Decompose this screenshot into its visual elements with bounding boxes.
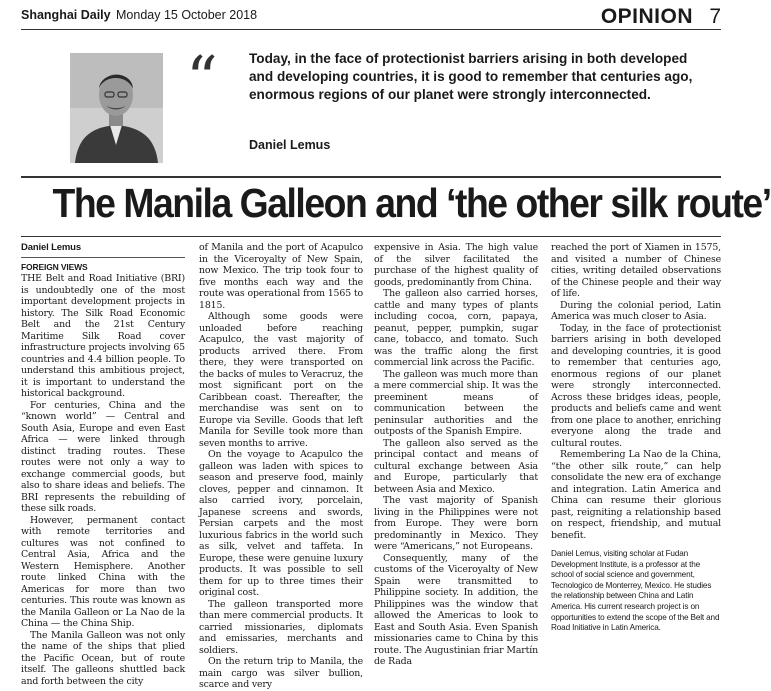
body-rule	[21, 236, 721, 237]
paragraph: On the voyage to Acapulco the galleon was laden with spices to season and preserve food, mainly cloves, pepper and cinnamon. It also carried ivory, porcelain, Japanese screens and swords, Persian carpets and the most luxurious fabrics in the world such as silk, velvet and taffeta. In Europe, these were genuine luxury products. It was possible to sell them for up to three times their original cost.	[199, 449, 363, 598]
author-photo	[70, 53, 163, 163]
paragraph: The galleon transported more than mere commercial products. It carried missionaries, diplomats and emissaries, merchants and soldiers.	[199, 598, 363, 656]
paragraph: During the colonial period, Latin America was much closer to Asia.	[551, 299, 721, 322]
headline: The Manila Galleon and ‘the other silk route’	[52, 180, 771, 226]
paragraph: The galleon also served as the principal contact and means of cultural exchange between Asia and Europe, particularly that between Asia and Mexico.	[374, 437, 538, 495]
article-column-3	[374, 242, 538, 667]
paragraph: reached the port of Xiamen in 1575, and visited a number of Chinese cities, writing detailed observations of the Chinese people and their way of life.	[551, 242, 721, 299]
paragraph: The Manila Galleon was not only the name of the ships that plied the Pacific Ocean, but of route itself. The galleons shuttled back and forth between the city	[21, 629, 185, 687]
quote-mark-icon: “	[186, 42, 218, 115]
paragraph: However, permanent contact with remote territories and cultures was not confined to Central Asia, Africa and the Western Hemisphere. Another route linked China with the Americas for more than two centuries. This route was known as the Manila Galleon or La Nao de la China — the China Ship.	[21, 514, 185, 629]
section-name: OPINION	[600, 5, 693, 28]
paragraph: For centuries, China and the “known world” — Central and South Asia, Europe and even East Africa — were linked through distinct trading routes. These routes were not only a way to exchange commercial goods, but also to share ideas and beliefs. The BRI represents the rebuilding of these silk roads.	[21, 399, 185, 514]
pull-quote-author: Daniel Lemus	[249, 138, 331, 152]
paragraph: Remembering La Nao de la China, “the other silk route,” can help consolidate the new era of exchange and integration. Latin America and China can resume their glorious past, reigniting a relationship based on respect, friendship, and mutual benefit.	[551, 449, 721, 541]
article-column-4	[551, 242, 721, 633]
publication-name: Shanghai Daily	[21, 8, 111, 22]
paragraph: On the return trip to Manila, the main cargo was silver bullion, scarce and very	[199, 656, 363, 690]
paragraph: of Manila and the port of Acapulco in the Viceroyalty of New Spain, now Mexico. The trip took four to five months each way and the route was operational from 1565 to 1815.	[199, 242, 363, 311]
paragraph: Today, in the face of protectionist barriers arising in both developed and developing countries, it is good to remember that centuries ago, enormous regions of our planet were strongly interconnected. Across these bridges ideas, people, products and beliefs came and went from one place to another, enriching everyone along the trade and cultural routes.	[551, 322, 721, 449]
headline-rule	[21, 176, 721, 178]
paragraph: The galleon was much more than a mere commercial ship. It was the preeminent means of communication between the peninsular authorities and the outposts of the Spanish Empire.	[374, 368, 538, 437]
byline-rule	[21, 257, 185, 258]
publication-date: Monday 15 October 2018	[116, 8, 258, 22]
top-rule	[21, 29, 721, 30]
page-number: 7	[709, 5, 721, 28]
masthead	[21, 7, 721, 29]
author-bio: Daniel Lemus, visiting scholar at Fudan Development Institute, is a professor at the school of social science and government, Tecnologico de Monterrey, Mexico. He studies the relationship between China and Latin America. His current research project is on opportunities to extend the scope of the Belt and Road Initiative in Latin America.	[551, 549, 720, 633]
article-column-1	[21, 242, 185, 687]
kicker: FOREIGN VIEWS	[21, 261, 88, 272]
article-column-2	[199, 242, 363, 690]
paragraph: The galleon also carried horses, cattle and many types of plants including cocoa, corn, papaya, peanut, pepper, pumpkin, sugar cane, tobacco, and tomato. Such was the traffic along the first commercial link across the Pacific.	[374, 288, 538, 368]
byline: Daniel Lemus	[21, 242, 81, 253]
paragraph: Although some goods were unloaded before reaching Acapulco, the vast majority of products arrived there. From there, they were transported on the backs of mules to Veracruz, the most significant port on the Caribbean coast. Thereafter, the merchandise was sent on to Europe via Seville. Goods that left Manila for Seville took more than seven months to arrive.	[199, 311, 363, 449]
paragraph: Consequently, many of the customs of the Viceroyalty of New Spain were transmitted to Philippine society. In addition, the Philippines was the window that allowed the Americas to look to East and South Asia. Even Spanish missionaries came to China by this route. The Augustinian friar Martín de Rada	[374, 552, 538, 667]
pull-quote: Today, in the face of protectionist barriers arising in both developed and developing countries, it is good to remember that centuries ago, enormous regions of our planet were strongly interconnected.	[249, 51, 693, 102]
paragraph: THE Belt and Road Initiative (BRI) is undoubtedly one of the most important development projects in history. The Silk Road Economic Belt and the 21st Century Maritime Silk Road cover infrastructure projects involving 65 countries and 4.4 billion people. To understand this ambitious project, it is important to understand the historical background.	[21, 273, 185, 399]
paragraph: expensive in Asia. The high value of the silver facilitated the purchase of the highest quality of goods, predominantly from China.	[374, 242, 538, 288]
paragraph: The vast majority of Spanish living in the Philippines were not from Europe. They were born predominantly in Mexico. They were “Americans,” not Europeans.	[374, 495, 538, 552]
